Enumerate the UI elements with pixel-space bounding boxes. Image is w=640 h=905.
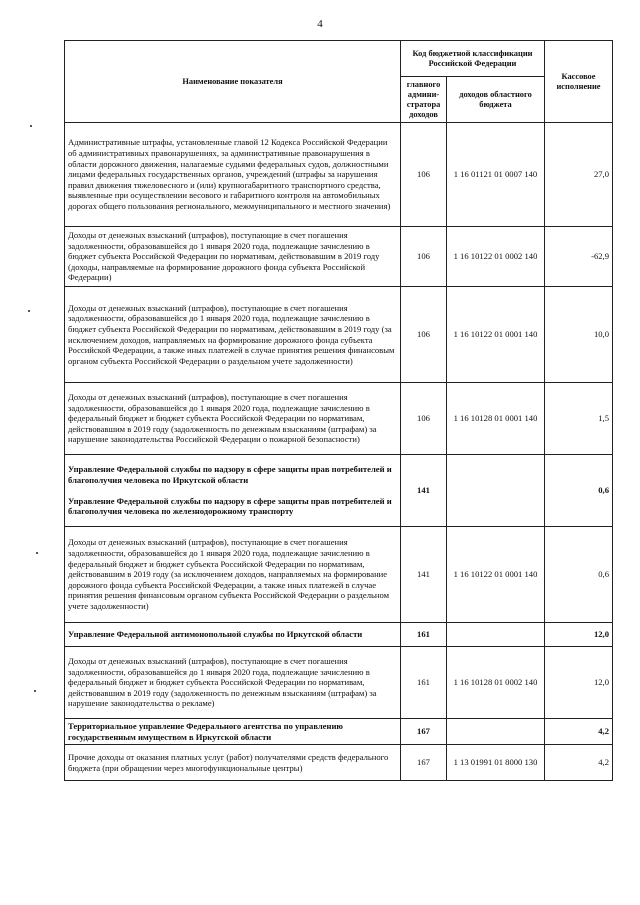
scan-mark — [28, 310, 30, 312]
row-code: 1 16 10122 01 0001 140 — [447, 287, 545, 383]
row-amount: 27,0 — [545, 123, 613, 227]
table-row — [65, 623, 613, 647]
row-name: Территориальное управление Федерального агентства по управлению государственным имуществом в Иркутской области — [65, 719, 401, 745]
row-name: Прочие доходы от оказания платных услуг (работ) получателями средств федерального бюджета (при обращении через многофункциональные центры) — [65, 745, 401, 781]
row-name: Управление Федеральной антимонопольной службы по Иркутской области — [65, 623, 401, 647]
row-amount: 12,0 — [545, 647, 613, 719]
row-admin: 106 — [401, 287, 447, 383]
row-admin: 106 — [401, 227, 447, 287]
row-admin: 106 — [401, 383, 447, 455]
row-amount: 10,0 — [545, 287, 613, 383]
scan-mark — [34, 690, 36, 692]
row-admin: 167 — [401, 745, 447, 781]
row-admin: 167 — [401, 719, 447, 745]
table-row — [65, 455, 613, 527]
header-execution: Кассовое исполнение — [545, 41, 613, 123]
table-row — [65, 719, 613, 745]
row-gap — [68, 486, 397, 496]
budget-table — [64, 40, 613, 781]
table-row — [65, 383, 613, 455]
header-admin: главного админи-стратора доходов — [401, 77, 447, 123]
row-name: Административные штрафы, установленные главой 12 Кодекса Российской Федерации об административных правонарушениях, за административные правонарушения в области дорожного движения, налагаемые судьями федеральных судов, должностными лицами федеральных государственных органов, учреждений (штрафы за нарушения правил движения тяжеловесного и (или) крупногабаритного транспортного средства, выявленные при осуществлении весового и габаритного контроля на автомобильных дорогах общего пользования регионального, межмуниципального и местного значения) — [65, 123, 401, 227]
table-row — [65, 527, 613, 623]
row-amount: -62,9 — [545, 227, 613, 287]
row-name: Доходы от денежных взысканий (штрафов), поступающие в счет погашения задолженности, образовавшейся до 1 января 2020 года, подлежащие зачислению в бюджет субъекта Российской Федерации по нормативам, действовавшим в 2019 году (за исключением доходов, направляемых на формирование дорожного фонда субъекта Российской Федерации, а также иных платежей в случае принятия решения финансовым органом субъекта Российской Федерации о раздельном учете задолженности) — [65, 287, 401, 383]
row-name-line-2: Управление Федеральной службы по надзору в сфере защиты прав потребителей и благополучия человека по железнодорожному транспорту — [68, 495, 392, 517]
row-name-line-1: Управление Федеральной службы по надзору в сфере защиты прав потребителей и благополучия человека по Иркутской области — [68, 464, 392, 485]
scan-mark — [36, 552, 38, 554]
row-name — [65, 455, 401, 527]
table-row — [65, 745, 613, 781]
row-code — [447, 455, 545, 527]
table-row — [65, 647, 613, 719]
row-code: 1 16 10122 01 0001 140 — [447, 527, 545, 623]
row-admin: 141 — [401, 455, 447, 527]
table-row — [65, 123, 613, 227]
page-number: 4 — [317, 18, 323, 30]
row-name: Доходы от денежных взысканий (штрафов), поступающие в счет погашения задолженности, образовавшейся до 1 января 2020 года, подлежащие зачислению в федеральный бюджет и бюджет субъекта Российской Федерации по нормативам, действовавшим в 2019 году (за исключением доходов, направляемых на формирование дорожного фонда субъекта Российской Федерации, а также иных платежей в случае принятия решения финансовым органом субъекта Российской Федерации о раздельном учете задолженности) — [65, 527, 401, 623]
row-code — [447, 719, 545, 745]
row-amount: 4,2 — [545, 745, 613, 781]
row-amount: 12,0 — [545, 623, 613, 647]
row-amount: 4,2 — [545, 719, 613, 745]
row-admin: 161 — [401, 623, 447, 647]
row-admin: 141 — [401, 527, 447, 623]
row-name: Доходы от денежных взысканий (штрафов), поступающие в счет погашения задолженности, образовавшейся до 1 января 2020 года, подлежащие зачислению в бюджет субъекта Российской Федерации по нормативам, действовавшим в 2019 году (доходы, направляемые на формирование дорожного фонда субъекта Российской Федерации) — [65, 227, 401, 287]
row-code: 1 13 01991 01 8000 130 — [447, 745, 545, 781]
scan-mark — [30, 125, 32, 127]
header-code-group: Код бюджетной классификации Российской Федерации — [401, 41, 545, 77]
row-amount: 0,6 — [545, 455, 613, 527]
table-row — [65, 227, 613, 287]
row-code: 1 16 01121 01 0007 140 — [447, 123, 545, 227]
row-name: Доходы от денежных взысканий (штрафов), поступающие в счет погашения задолженности, образовавшейся до 1 января 2020 года, подлежащие зачислению в федеральный бюджет и бюджет субъекта Российской Федерации по нормативам, действовавшим в 2019 году (задолженность по денежным взысканиям (штрафам) за нарушение законодательства Российской Федерации о пожарной безопасности) — [65, 383, 401, 455]
header-income: доходов областного бюджета — [447, 77, 545, 123]
row-admin: 161 — [401, 647, 447, 719]
row-code — [447, 623, 545, 647]
row-code: 1 16 10128 01 0002 140 — [447, 647, 545, 719]
row-code: 1 16 10128 01 0001 140 — [447, 383, 545, 455]
row-amount: 0,6 — [545, 527, 613, 623]
row-name: Доходы от денежных взысканий (штрафов), поступающие в счет погашения задолженности, образовавшейся до 1 января 2020 года, подлежащие зачислению в федеральный бюджет и бюджет субъекта Российской Федерации по нормативам, действовавшим в 2019 году (задолженность по денежным взысканиям (штрафам) за нарушение законодательства о рекламе) — [65, 647, 401, 719]
row-amount: 1,5 — [545, 383, 613, 455]
header-name: Наименование показателя — [65, 41, 401, 123]
row-admin: 106 — [401, 123, 447, 227]
row-code: 1 16 10122 01 0002 140 — [447, 227, 545, 287]
table-row — [65, 287, 613, 383]
